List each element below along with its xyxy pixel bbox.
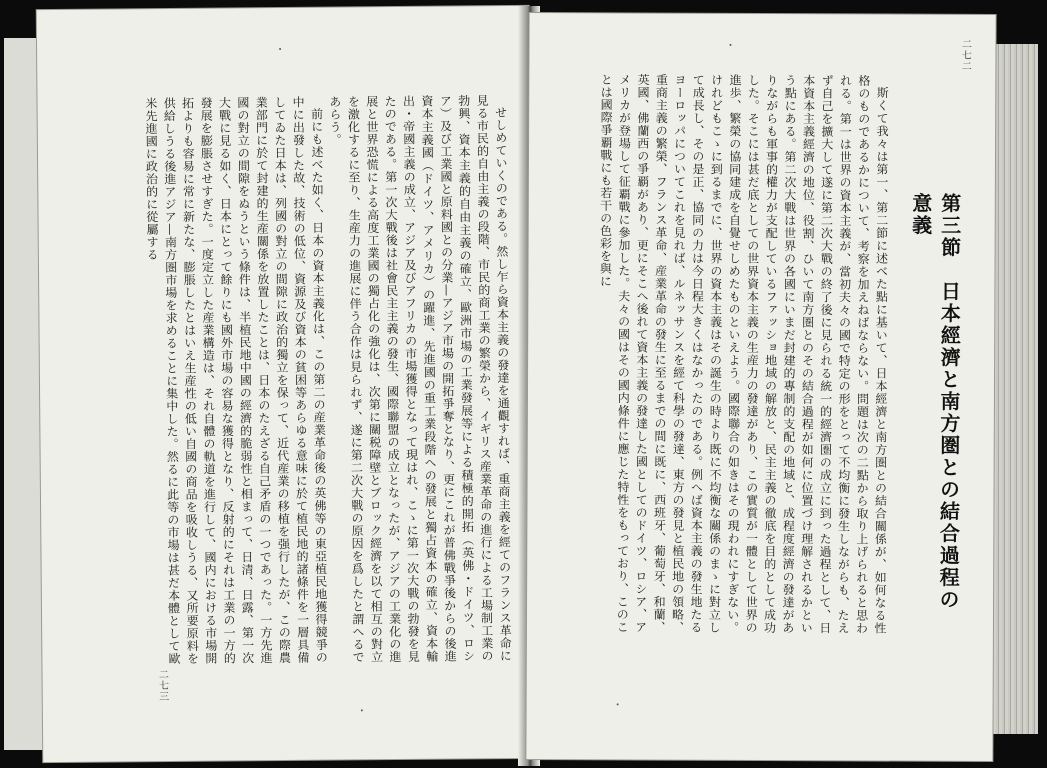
left-paragraph-2: 前にも述べた如く、日本の資本主義化は、この第二の産業革命後の英佛等の東亞植民地獲得競爭の中に出發した故、技術の低位、資源及び資本の貧困等あらゆる意味に於て植民地的諸條件を一層具備してゐた日本は、列國の對立の間隙に政治的獨立を保って、近代産業の移植を强行したが、この際農業部門に於て封建的生産關係を放置したことは、日本のたえざる自己矛盾の一つであった。一方先進國の對立の間隙をぬうという條件は、半植民地中國の經濟的脆弱性と相まって、日清、日露、第一次大戰に見る如く、日本にとって餘りにも國外市場の容易な獲得となり、反射的にそれは工業の一方的發展を膨脹させすぎた。一度定立した産業構造は、それ自體の軌道を進行して、國内における市場開拓よりも容易に常に新たな、膨脹したとはいえ生産性の低い自國の商品を吸收しうる、又所要原料を供給しうる後進アジア—南方圏市場を求めることに集中した。然るに此等の市場は甚だ本體として歐米先進國に政治的に從屬する xyxy=(143,95,329,666)
scan-speck xyxy=(361,709,363,711)
right-page-body xyxy=(551,73,891,634)
section-heading: 第三節 日本經濟と南方圏との結合過程の意義 xyxy=(908,192,962,611)
right-page-number: 二七二 xyxy=(959,38,971,72)
scan-speck xyxy=(279,48,281,50)
left-page-body xyxy=(143,94,514,666)
page-stack-edge-right xyxy=(990,44,1038,734)
left-page xyxy=(37,6,536,762)
scan-speck xyxy=(617,703,619,705)
right-page xyxy=(526,13,995,761)
right-paragraph-1: 斯くて我々は第一、第二節に述べた點に基いて、日本經濟と南方圏との結合關係が、如何なる性格のものであるかについて、考察を加えねばならない。問題は次の二點から取り上げられると思われる。第一は世界の資本主義が、當初夫々の國で特定の形をとって不均衡に發生しながらも、たえず自己を擴大して遂に第二次大戰の終了後に見られる統一的經濟圏の成立に到った過程として、日本資本主義經濟の地位、役割、ひいて南方圏とのその結合過程が如何に位置づけ理解されるかという點にある。第二次大戰は世界の各國にいまだ封建的專制的支配の地域と、成程度經濟の發達がありながらも軍事的權力が支配しているファッショ地域の解放と、民主主義の徹底を目的として成功した。そこには甚だ底としての世界資本主義の生産力の發達があり、この實質が一體として世界の進歩、繁榮の協同建成を自覺せしめたものといえよう。國際聯合の如きはその現われにすぎない。けれどもこゝに到るまでに、世界の資本主義はその誕生の時より既に不均衡な關係のまゝに對立して成長し、その是正、協同の力は今日程大きくはなかったのである。例へば資本主義の發生地たるヨーロッパについてこれを見れば、ルネッサンスを經て科學の發達、東方の發見と植民地の領略、重商主義の繁榮、フランス革命、産業革命の發生に至るまでの間に既に、西班牙、葡萄牙、和蘭、英國、佛蘭西の爭覇があり、更にそこへ後れて資本主義の發達した國としてのドイツ、ロシア、アメリカが登場して征覇戰に參加した。夫々の國はその國内條件に應じた特性をもっており、このことは國際爭覇戰にも若干の色彩を與に xyxy=(598,73,890,635)
left-page-number: 二七三 xyxy=(156,669,168,703)
scan-speck xyxy=(729,44,731,46)
left-paragraph-1: せしめていくのである。然し乍ら資本主義の發達を通觀すれば、重商主義を經てのフランス革命に見る市民的自由主義の段階、市民的商工業の繁榮から、イギリス産業革命の進行による工場制工業の勃興、資本主義的自由主義の確立、歐洲市場の工業發展等による積極的開拓（英佛・ドイツ、ロシア）及び工業國と原料國との分業—アジア市場の開拓爭奪となり、更にこれが普佛戰爭後からの後進資本主義國（ドイツ、アメリカ）の躍進、先進國の重工業段階への發展と獨占資本の確立、資本輸出・帝國主義の成立、アジア及びアフリカの市場獲得となって現はれ、こゝに第一次大戰の勃發を見たのである。第一次大戰後は社會民主主義の發生、國際聯盟の成立となったが、アジアの工業化の進展と世界恐慌による高度工業國の獨占化の強化は、次第に關税障壁とブロック經濟を以て相互の對立を激化するに至り、生産力の進展に伴う合作は見られず、遂に第二次大戰の原因を爲したと謂へるであらう。 xyxy=(327,94,513,664)
